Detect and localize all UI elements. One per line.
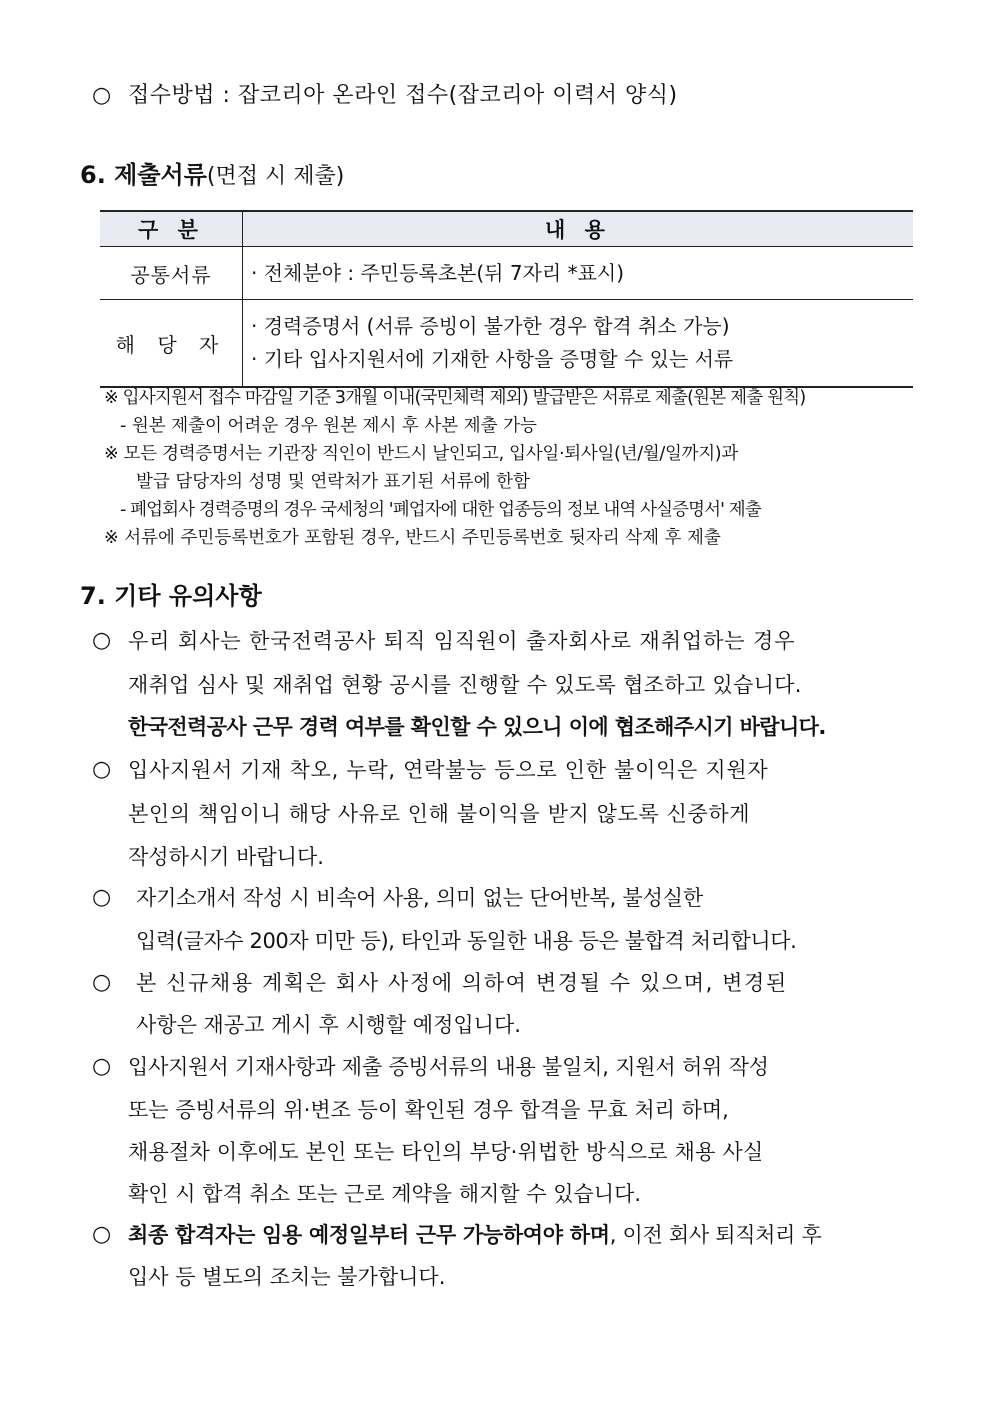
row-content-item: · 경력증명서 (서류 증빙이 불가한 경우 합격 취소 가능) (251, 314, 730, 338)
section-6-note: (면접 시 제출) (206, 164, 345, 189)
notice-item-line: 작성하시기 바랍니다. (128, 845, 324, 869)
note-line: - 폐업회사 경력증명의 경우 국세청의 '폐업자에 대한 업종등의 정보 내역 사실증명서' 제출 (120, 500, 761, 520)
circle-bullet: ○ (92, 757, 112, 782)
notice-item-line: 우리 회사는 한국전력공사 퇴직 임직원이 출자회사로 재취업하는 경우 (128, 629, 796, 653)
notice-item-line: 사항은 재공고 게시 후 시행할 예정입니다. (136, 1013, 521, 1037)
circle-bullet: ○ (92, 83, 112, 108)
notice-item-line: 입력(글자수 200자 미만 등), 타인과 동일한 내용 등은 불합격 처리합니다. (136, 929, 797, 953)
circle-bullet: ○ (92, 885, 112, 910)
notice-item-line: 입사지원서 기재 착오, 누락, 연락불능 등으로 인한 불이익은 지원자 (128, 758, 769, 782)
notice-item-bold: 최종 합격자는 임용 예정일부터 근무 가능하여야 하며 (128, 1223, 610, 1247)
notice-item-line: 본 신규채용 계획은 회사 사정에 의하여 변경될 수 있으며, 변경된 (136, 971, 788, 995)
header-content: 내 용 (243, 211, 914, 247)
circle-bullet: ○ (92, 628, 112, 653)
notice-item-line-bold: 한국전력공사 근무 경력 여부를 확인할 수 있으니 이에 협조해주시기 바랍니다. (128, 715, 826, 739)
row-content-item: · 기타 입사지원서에 기재한 사항을 증명할 수 있는 서류 (251, 347, 734, 371)
table-header-row (100, 211, 913, 247)
notice-item-line: 자기소개서 작성 시 비속어 사용, 의미 없는 단어반복, 불성실한 (136, 886, 703, 910)
note-line: 발급 담당자의 성명 및 연락처가 표기된 서류에 한함 (136, 472, 530, 492)
row-content-common (243, 247, 914, 300)
documents-table (100, 210, 913, 388)
notice-item-line: 입사지원서 기재사항과 제출 증빙서류의 내용 불일치, 지원서 허위 작성 (128, 1055, 769, 1079)
notice-item-line: 재취업 심사 및 재취업 현황 공시를 진행할 수 있도록 협조하고 있습니다. (128, 673, 802, 697)
row-content-applicable (243, 300, 914, 388)
circle-bullet: ○ (92, 970, 112, 995)
table-row (100, 300, 913, 388)
circle-bullet: ○ (92, 1054, 112, 1079)
section-7-title: 7. 기타 유의사항 (80, 582, 262, 610)
row-label-common: 공통서류 (100, 247, 243, 300)
row-content-item: · 전체분야 : 주민등록초본(뒤 7자리 *표시) (251, 260, 625, 285)
table-row (100, 247, 913, 300)
reception-method: 접수방법 : 잡코리아 온라인 접수(잡코리아 이력서 양식) (128, 83, 678, 108)
notice-item-line: 본인의 책임이니 해당 사유로 인해 불이익을 받지 않도록 신중하게 (128, 802, 751, 826)
note-line: ※ 모든 경력증명서는 기관장 직인이 반드시 날인되고, 입사일·퇴사일(년/월/일까지)과 (104, 444, 738, 464)
notice-item-rest: , 이전 회사 퇴직처리 후 (609, 1223, 822, 1247)
notice-item-line: 확인 시 합격 취소 또는 근로 계약을 해지할 수 있습니다. (128, 1182, 642, 1206)
circle-bullet: ○ (92, 1222, 112, 1247)
notice-item-line (128, 1221, 822, 1249)
row-label-applicable: 해 당 자 (100, 300, 243, 388)
section-6-title: 6. 제출서류 (80, 161, 207, 189)
notice-item-line: 채용절차 이후에도 본인 또는 타인의 부당·위법한 방식으로 채용 사실 (128, 1140, 764, 1164)
note-line: ※ 입사지원서 접수 마감일 기준 3개월 이내(국민체력 제외) 발급받은 서류로 제출(원본 제출 원칙) (104, 388, 806, 408)
note-line: - 원본 제출이 어려운 경우 원본 제시 후 사본 제출 가능 (120, 416, 537, 436)
notice-item-line: 또는 증빙서류의 위·변조 등이 확인된 경우 합격을 무효 처리 하며, (128, 1098, 729, 1122)
notice-item-line: 입사 등 별도의 조치는 불가합니다. (128, 1265, 446, 1289)
header-category: 구 분 (100, 211, 243, 247)
section-6-heading (80, 159, 344, 193)
note-line: ※ 서류에 주민등록번호가 포함된 경우, 반드시 주민등록번호 뒷자리 삭제 후 제출 (104, 528, 721, 548)
